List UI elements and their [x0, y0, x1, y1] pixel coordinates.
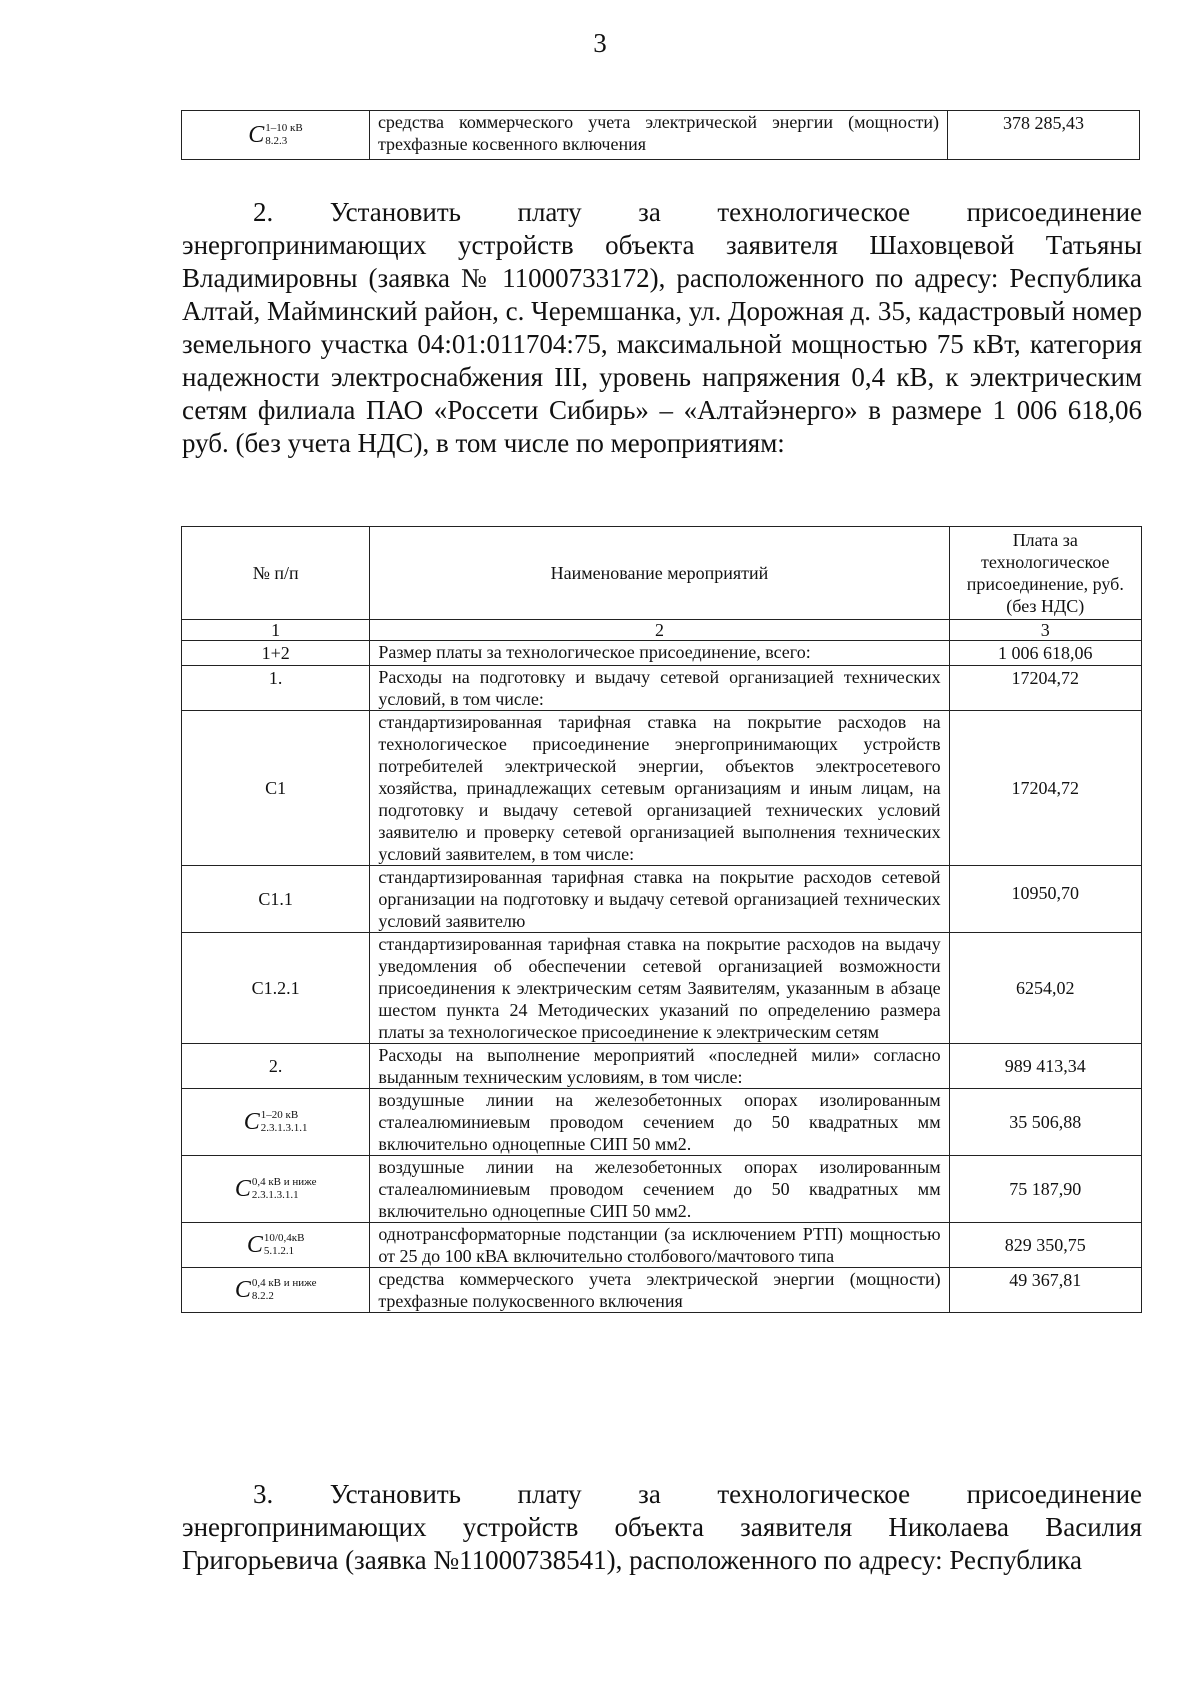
formula-subscript: 2.3.1.3.1.1 — [251, 1189, 299, 1201]
formula-symbol: C — [243, 1109, 260, 1135]
formula-subscript: 8.2.2 — [251, 1290, 274, 1302]
table-header-row — [182, 527, 1142, 620]
formula-subscript: 5.1.2.1 — [263, 1245, 295, 1257]
paragraph-2: 2. Установить плату за технологическое присоединение энергопринимающих устройств объекта заявителя Шаховцевой Татьяны Владимировны (заявка № 11000733172), расположенного по адресу: Республика Алтай, Майминский район, с. Черемшанка, ул. Дорожная д. 35, кадастровый номер земельного участка 04:01:011704:75, максимальной мощностью 75 кВт, категория надежности электроснабжения III, уровень напряжения 0,4 кВ, к электрическим сетям филиала ПАО «Россети Сибирь» – «Алтайэнерго» в размере 1 006 618,06 руб. (без учета НДС), в том числе по мероприятиям: — [182, 197, 1142, 458]
formula-superscript: 1–10 кВ — [265, 122, 303, 134]
column-number: 2 — [370, 620, 949, 641]
formula-subscript: 2.3.1.3.1.1 — [260, 1122, 308, 1134]
row-code — [182, 1268, 370, 1313]
row-amount: 6254,02 — [949, 933, 1141, 1044]
row-name: стандартизированная тарифная ставка на покрытие расходов на выдачу уведомления об обеспечении сетевой организацией возможности присоединения к электрическим сетям Заявителям, указанным в абзаце шестом пункта 24 Методических указаний по определению размера платы за технологическое присоединение к электрическим сетям — [370, 933, 949, 1044]
continued-table — [181, 110, 1140, 160]
formula-code — [248, 122, 302, 148]
row-code — [182, 111, 370, 160]
paragraph-3: 3. Установить плату за технологическое присоединение энергопринимающих устройств объекта заявителя Николаева Василия Григорьевича (заявка №11000738541), расположенного по адресу: Республика — [182, 1479, 1142, 1575]
formula-symbol: C — [234, 1277, 251, 1303]
table-row — [182, 666, 1142, 711]
row-amount: 10950,70 — [949, 866, 1141, 933]
column-number: 1 — [182, 620, 370, 641]
row-name: воздушные линии на железобетонных опорах изолированным сталеалюминиевым проводом сечением до 50 квадратных мм включительно одноцепные СИП 50 мм2. — [370, 1156, 949, 1223]
row-name: стандартизированная тарифная ставка на покрытие расходов сетевой организации на подготовку и выдачу сетевой организацией технических условий заявителю — [370, 866, 949, 933]
formula-code — [235, 1176, 317, 1202]
row-name: средства коммерческого учета электрической энергии (мощности) трехфазные полукосвенного включения — [370, 1268, 949, 1313]
row-code: 2. — [182, 1044, 370, 1089]
row-amount: 829 350,75 — [949, 1223, 1141, 1268]
row-amount: 1 006 618,06 — [949, 641, 1141, 666]
formula-code — [247, 1232, 305, 1258]
formula-subscript: 8.2.3 — [265, 135, 288, 147]
formula-code — [235, 1277, 317, 1303]
row-code: С1 — [182, 711, 370, 866]
row-code: С1.2.1 — [182, 933, 370, 1044]
table-row — [182, 111, 1140, 160]
row-name: Размер платы за технологическое присоединение, всего: — [370, 641, 949, 666]
column-number-row — [182, 620, 1142, 641]
row-code: С1.1 — [182, 866, 370, 933]
table-row — [182, 866, 1142, 933]
formula-superscript: 1–20 кВ — [260, 1109, 299, 1121]
row-code: 1+2 — [182, 641, 370, 666]
fee-table — [181, 526, 1142, 1313]
formula-superscript: 0,4 кВ и ниже — [251, 1176, 317, 1188]
page-number: 3 — [593, 28, 607, 58]
row-name: стандартизированная тарифная ставка на покрытие расходов на технологическое присоединение энергопринимающих устройств потребителей электрической энергии, объектов электросетевого хозяйства, принадлежащих сетевым организациям и иным лицам, на подготовку и выдачу сетевой организацией технических условий заявителю и проверку сетевой организацией выполнения технических условий заявителем, в том числе: — [370, 711, 949, 866]
table-row — [182, 1268, 1142, 1313]
formula-code — [244, 1109, 308, 1135]
header-number: № п/п — [182, 527, 370, 620]
row-amount: 35 506,88 — [949, 1089, 1141, 1156]
table-row — [182, 641, 1142, 666]
table-row — [182, 711, 1142, 866]
row-amount: 989 413,34 — [949, 1044, 1141, 1089]
table-row — [182, 1044, 1142, 1089]
row-amount: 17204,72 — [949, 711, 1141, 866]
row-name: Расходы на подготовку и выдачу сетевой организацией технических условий, в том числе: — [370, 666, 949, 711]
header-amount: Плата за технологическое присоединение, руб.(без НДС) — [949, 527, 1141, 620]
formula-superscript: 10/0,4кВ — [263, 1232, 305, 1244]
row-amount: 378 285,43 — [947, 111, 1139, 160]
row-code — [182, 1089, 370, 1156]
row-name: воздушные линии на железобетонных опорах изолированным сталеалюминиевым проводом сечением до 50 квадратных мм включительно одноцепные СИП 50 мм2. — [370, 1089, 949, 1156]
row-code — [182, 1223, 370, 1268]
table-row — [182, 933, 1142, 1044]
row-code: 1. — [182, 666, 370, 711]
table-row — [182, 1089, 1142, 1156]
row-name: однотрансформаторные подстанции (за исключением РТП) мощностью от 25 до 100 кВА включительно столбового/мачтового типа — [370, 1223, 949, 1268]
row-amount: 75 187,90 — [949, 1156, 1141, 1223]
row-amount: 49 367,81 — [949, 1268, 1141, 1313]
column-number: 3 — [949, 620, 1141, 641]
table-row — [182, 1223, 1142, 1268]
formula-symbol: C — [246, 1232, 263, 1258]
table-row — [182, 1156, 1142, 1223]
row-name: средства коммерческого учета электрической энергии (мощности) трехфазные косвенного включения — [369, 111, 947, 160]
row-code — [182, 1156, 370, 1223]
formula-symbol: C — [234, 1176, 251, 1202]
row-amount: 17204,72 — [949, 666, 1141, 711]
formula-symbol: C — [248, 122, 265, 148]
row-name: Расходы на выполнение мероприятий «последней мили» согласно выданным техническим условиям, в том числе: — [370, 1044, 949, 1089]
header-name: Наименование мероприятий — [370, 527, 949, 620]
formula-superscript: 0,4 кВ и ниже — [251, 1277, 317, 1289]
